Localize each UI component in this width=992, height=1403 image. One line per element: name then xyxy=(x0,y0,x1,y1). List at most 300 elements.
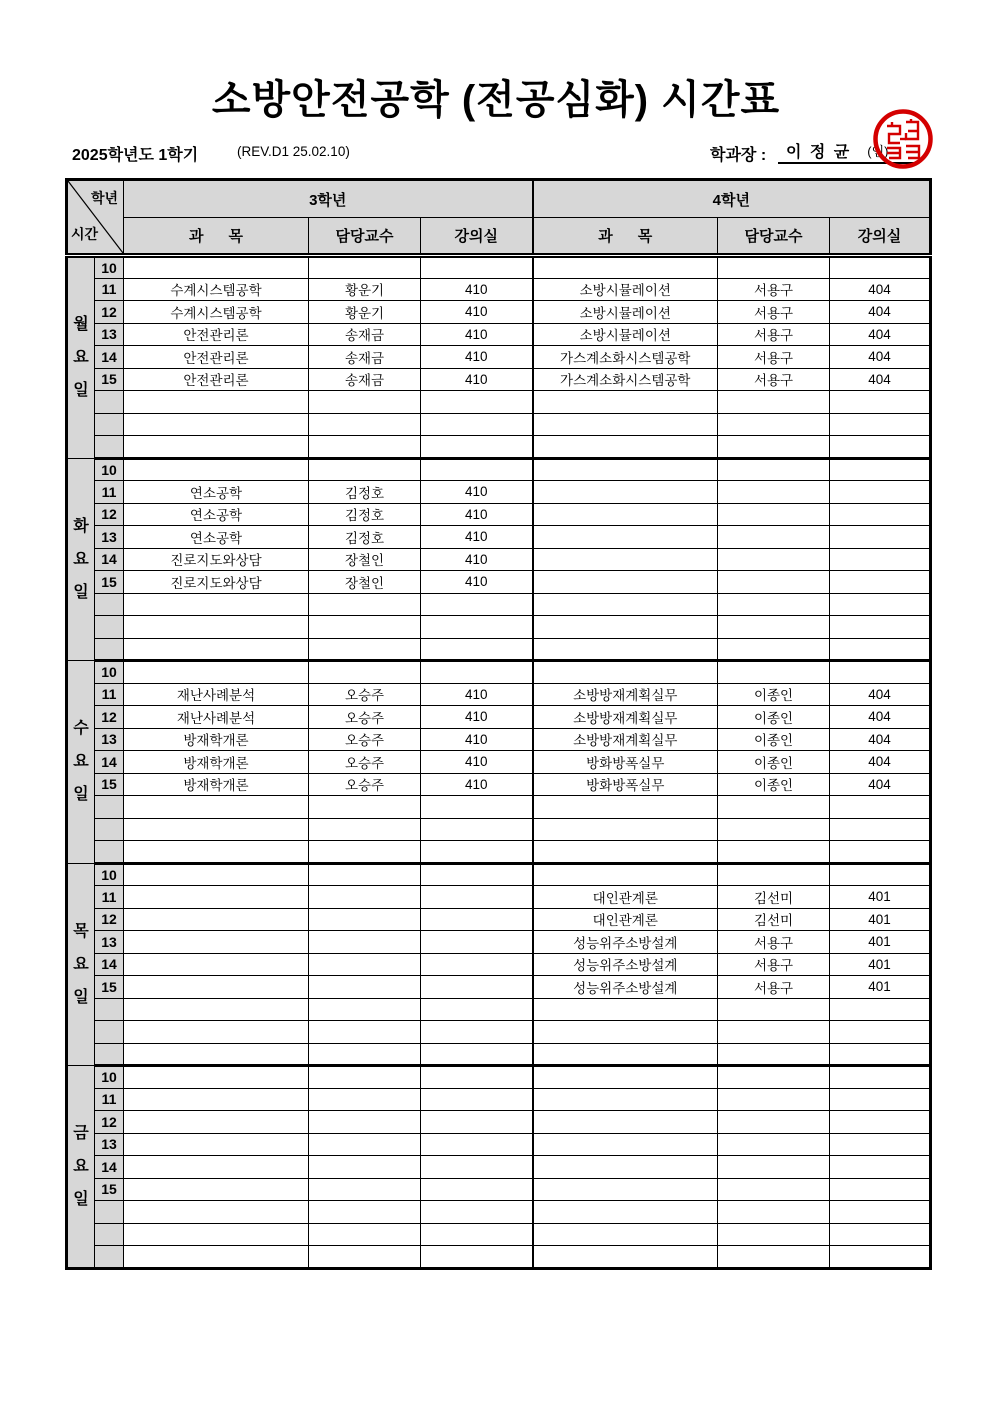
subject-cell xyxy=(533,503,718,526)
professor-cell: 서용구 xyxy=(718,931,830,954)
professor-cell: 서용구 xyxy=(718,976,830,999)
professor-cell xyxy=(309,1111,421,1134)
professor-cell xyxy=(309,1178,421,1201)
subject-cell: 소방시뮬레이션 xyxy=(533,278,718,301)
timetable-row xyxy=(67,706,931,729)
time-cell: 14 xyxy=(95,953,124,976)
professor-cell xyxy=(309,1246,421,1269)
room-cell: 404 xyxy=(830,773,931,796)
room-cell xyxy=(830,1178,931,1201)
professor-cell: 김선미 xyxy=(718,886,830,909)
room-cell xyxy=(830,413,931,436)
revision-label: (REV.D1 25.02.10) xyxy=(237,144,350,159)
time-cell: 14 xyxy=(95,1156,124,1179)
room-cell xyxy=(421,1223,533,1246)
professor-cell xyxy=(309,1088,421,1111)
subject-cell xyxy=(533,1133,718,1156)
professor-cell xyxy=(718,548,830,571)
timetable-row xyxy=(67,773,931,796)
subject-cell xyxy=(533,661,718,684)
professor-cell: 이종인 xyxy=(718,683,830,706)
subject-cell: 성능위주소방설계 xyxy=(533,931,718,954)
professor-cell xyxy=(309,391,421,414)
professor-cell: 오승주 xyxy=(309,751,421,774)
col-header-room-g4: 강의실 xyxy=(830,218,931,256)
professor-cell: 오승주 xyxy=(309,728,421,751)
subject-cell xyxy=(533,256,718,279)
room-cell xyxy=(421,998,533,1021)
subject-cell: 진로지도와상담 xyxy=(124,571,309,594)
day-label: 화 요 일 xyxy=(67,458,95,661)
professor-cell xyxy=(718,593,830,616)
room-cell xyxy=(421,1043,533,1066)
col-header-subject-g4: 과 목 xyxy=(533,218,718,256)
timetable-row xyxy=(67,931,931,954)
room-cell: 404 xyxy=(830,368,931,391)
room-cell: 404 xyxy=(830,278,931,301)
subject-cell: 가스계소화시스템공학 xyxy=(533,346,718,369)
room-cell xyxy=(830,616,931,639)
room-cell: 410 xyxy=(421,683,533,706)
professor-cell xyxy=(309,1133,421,1156)
day-label: 월 요 일 xyxy=(67,256,95,459)
dept-head-name: 이 정 균 xyxy=(786,143,852,161)
timetable-row xyxy=(67,458,931,481)
timetable-row xyxy=(67,1223,931,1246)
subject-cell: 수계시스템공학 xyxy=(124,278,309,301)
professor-cell xyxy=(718,1246,830,1269)
room-cell: 410 xyxy=(421,728,533,751)
room-cell xyxy=(830,526,931,549)
subject-cell xyxy=(124,256,309,279)
time-cell xyxy=(95,593,124,616)
professor-cell xyxy=(718,436,830,459)
room-cell: 401 xyxy=(830,931,931,954)
room-cell xyxy=(421,863,533,886)
subject-cell xyxy=(124,998,309,1021)
subject-cell xyxy=(124,1066,309,1089)
room-cell: 410 xyxy=(421,481,533,504)
day-section xyxy=(67,661,931,864)
subject-cell: 소방방재계획실무 xyxy=(533,683,718,706)
subject-cell xyxy=(533,863,718,886)
professor-cell xyxy=(309,1201,421,1224)
timetable-row xyxy=(67,368,931,391)
room-cell xyxy=(830,818,931,841)
subject-cell: 소방방재계획실무 xyxy=(533,706,718,729)
room-cell xyxy=(421,1246,533,1269)
room-cell xyxy=(421,458,533,481)
timetable-row xyxy=(67,548,931,571)
room-cell xyxy=(830,1156,931,1179)
day-section xyxy=(67,1066,931,1269)
room-cell: 410 xyxy=(421,526,533,549)
timetable-row xyxy=(67,256,931,279)
professor-cell xyxy=(718,571,830,594)
professor-cell xyxy=(718,841,830,864)
time-cell: 14 xyxy=(95,346,124,369)
room-cell xyxy=(421,256,533,279)
professor-cell: 서용구 xyxy=(718,346,830,369)
professor-cell xyxy=(718,1088,830,1111)
professor-cell: 송재금 xyxy=(309,323,421,346)
time-cell: 10 xyxy=(95,863,124,886)
day-section xyxy=(67,256,931,459)
timetable-row xyxy=(67,593,931,616)
time-cell: 11 xyxy=(95,1088,124,1111)
time-cell xyxy=(95,1043,124,1066)
subject-cell xyxy=(124,863,309,886)
room-cell xyxy=(830,638,931,661)
professor-cell xyxy=(718,998,830,1021)
professor-cell xyxy=(718,796,830,819)
subject-cell xyxy=(124,391,309,414)
timetable-row xyxy=(67,751,931,774)
subject-cell xyxy=(124,1088,309,1111)
subject-cell: 방재학개론 xyxy=(124,773,309,796)
time-cell: 11 xyxy=(95,886,124,909)
professor-cell xyxy=(309,908,421,931)
room-cell xyxy=(421,593,533,616)
day-label: 목 요 일 xyxy=(67,863,95,1066)
professor-cell xyxy=(718,863,830,886)
professor-cell: 이종인 xyxy=(718,706,830,729)
subject-cell: 연소공학 xyxy=(124,503,309,526)
room-cell: 410 xyxy=(421,503,533,526)
professor-cell xyxy=(718,1133,830,1156)
room-cell: 410 xyxy=(421,278,533,301)
subject-cell xyxy=(124,818,309,841)
time-cell: 15 xyxy=(95,571,124,594)
subject-cell: 연소공학 xyxy=(124,481,309,504)
timetable-row xyxy=(67,616,931,639)
professor-cell xyxy=(309,953,421,976)
subject-cell xyxy=(124,976,309,999)
subject-cell: 안전관리론 xyxy=(124,368,309,391)
time-cell xyxy=(95,1201,124,1224)
room-cell xyxy=(421,1021,533,1044)
room-cell xyxy=(421,661,533,684)
professor-cell: 오승주 xyxy=(309,773,421,796)
seal-note-text: (인) xyxy=(867,143,889,159)
professor-cell xyxy=(718,526,830,549)
professor-cell: 서용구 xyxy=(718,323,830,346)
subject-cell xyxy=(124,796,309,819)
subject-cell: 안전관리론 xyxy=(124,346,309,369)
subject-cell: 방화방폭실무 xyxy=(533,751,718,774)
timetable-row xyxy=(67,976,931,999)
professor-cell xyxy=(309,976,421,999)
subject-cell: 방화방폭실무 xyxy=(533,773,718,796)
professor-cell xyxy=(718,1156,830,1179)
timetable-row xyxy=(67,481,931,504)
room-cell xyxy=(421,976,533,999)
room-cell xyxy=(830,1201,931,1224)
room-cell xyxy=(421,841,533,864)
room-cell xyxy=(830,1111,931,1134)
room-cell xyxy=(421,1156,533,1179)
col-header-professor-g4: 담당교수 xyxy=(718,218,830,256)
room-cell: 401 xyxy=(830,908,931,931)
room-cell: 404 xyxy=(830,346,931,369)
timetable-row xyxy=(67,908,931,931)
professor-cell xyxy=(718,818,830,841)
subject-cell xyxy=(124,458,309,481)
timetable-row xyxy=(67,1156,931,1179)
room-cell xyxy=(421,818,533,841)
professor-cell xyxy=(309,436,421,459)
professor-cell: 송재금 xyxy=(309,346,421,369)
subject-cell: 수계시스템공학 xyxy=(124,301,309,324)
room-cell: 404 xyxy=(830,706,931,729)
time-cell: 15 xyxy=(95,368,124,391)
room-cell: 404 xyxy=(830,301,931,324)
room-cell xyxy=(421,796,533,819)
room-cell xyxy=(421,1111,533,1134)
timetable-row xyxy=(67,301,931,324)
room-cell: 410 xyxy=(421,301,533,324)
professor-cell: 장철인 xyxy=(309,548,421,571)
room-cell xyxy=(830,1043,931,1066)
subject-cell xyxy=(533,616,718,639)
day-section xyxy=(67,863,931,1066)
room-cell xyxy=(830,998,931,1021)
room-cell: 404 xyxy=(830,728,931,751)
subject-cell xyxy=(124,1043,309,1066)
subject-cell xyxy=(533,481,718,504)
professor-cell xyxy=(718,413,830,436)
subject-cell xyxy=(124,1111,309,1134)
room-cell: 404 xyxy=(830,683,931,706)
room-cell xyxy=(421,638,533,661)
room-cell: 404 xyxy=(830,323,931,346)
time-cell: 13 xyxy=(95,323,124,346)
subject-cell: 소방방재계획실무 xyxy=(533,728,718,751)
professor-cell: 서용구 xyxy=(718,278,830,301)
professor-cell xyxy=(309,458,421,481)
professor-cell: 장철인 xyxy=(309,571,421,594)
room-cell xyxy=(421,1088,533,1111)
subject-cell: 재난사례분석 xyxy=(124,683,309,706)
timetable-row xyxy=(67,661,931,684)
professor-cell xyxy=(309,931,421,954)
professor-cell: 서용구 xyxy=(718,301,830,324)
professor-cell: 김정호 xyxy=(309,503,421,526)
corner-label-grade: 학년 xyxy=(90,190,118,206)
room-cell xyxy=(830,1021,931,1044)
room-cell xyxy=(830,503,931,526)
timetable-row xyxy=(67,683,931,706)
subject-cell xyxy=(533,796,718,819)
subject-cell xyxy=(124,616,309,639)
subject-cell: 가스계소화시스템공학 xyxy=(533,368,718,391)
room-cell xyxy=(421,413,533,436)
time-cell: 11 xyxy=(95,278,124,301)
grade-4-header: 4학년 xyxy=(533,180,931,218)
subject-cell xyxy=(124,413,309,436)
timetable-row xyxy=(67,1133,931,1156)
room-cell xyxy=(830,841,931,864)
subject-cell xyxy=(124,1133,309,1156)
professor-cell: 오승주 xyxy=(309,683,421,706)
room-cell: 410 xyxy=(421,323,533,346)
timetable-row xyxy=(67,1111,931,1134)
timetable-row xyxy=(67,278,931,301)
timetable-row xyxy=(67,1201,931,1224)
time-cell xyxy=(95,436,124,459)
professor-cell: 황운기 xyxy=(309,301,421,324)
professor-cell: 김선미 xyxy=(718,908,830,931)
room-cell xyxy=(830,391,931,414)
timetable-row xyxy=(67,413,931,436)
subject-cell xyxy=(533,998,718,1021)
room-cell xyxy=(830,256,931,279)
professor-cell: 이종인 xyxy=(718,751,830,774)
timetable-row xyxy=(67,863,931,886)
subject-cell: 진로지도와상담 xyxy=(124,548,309,571)
subject-cell: 소방시뮬레이션 xyxy=(533,301,718,324)
timetable xyxy=(65,178,932,1270)
time-cell xyxy=(95,1021,124,1044)
subject-cell xyxy=(533,391,718,414)
professor-cell xyxy=(309,818,421,841)
professor-cell xyxy=(309,1066,421,1089)
professor-cell xyxy=(309,863,421,886)
timetable-row xyxy=(67,841,931,864)
time-cell: 14 xyxy=(95,751,124,774)
professor-cell xyxy=(309,1021,421,1044)
time-cell xyxy=(95,818,124,841)
subject-cell xyxy=(533,841,718,864)
professor-cell xyxy=(309,998,421,1021)
subject-cell xyxy=(533,1043,718,1066)
time-cell: 13 xyxy=(95,1133,124,1156)
room-cell xyxy=(830,593,931,616)
day-label: 금 요 일 xyxy=(67,1066,95,1269)
time-cell: 11 xyxy=(95,481,124,504)
room-cell xyxy=(830,863,931,886)
professor-cell xyxy=(718,616,830,639)
timetable-header xyxy=(67,180,931,256)
time-cell: 12 xyxy=(95,301,124,324)
professor-cell: 김정호 xyxy=(309,481,421,504)
timetable-row xyxy=(67,998,931,1021)
subject-cell xyxy=(533,1201,718,1224)
time-cell xyxy=(95,1223,124,1246)
subject-cell xyxy=(124,1021,309,1044)
subject-cell: 재난사례분석 xyxy=(124,706,309,729)
subject-cell xyxy=(533,458,718,481)
timetable-row xyxy=(67,886,931,909)
professor-cell xyxy=(718,1111,830,1134)
time-cell: 15 xyxy=(95,773,124,796)
subject-cell: 소방시뮬레이션 xyxy=(533,323,718,346)
time-cell xyxy=(95,1246,124,1269)
timetable-row xyxy=(67,638,931,661)
room-cell xyxy=(830,1223,931,1246)
room-cell xyxy=(421,886,533,909)
timetable-row xyxy=(67,323,931,346)
room-cell xyxy=(830,548,931,571)
room-cell xyxy=(830,661,931,684)
time-cell: 10 xyxy=(95,1066,124,1089)
time-cell: 11 xyxy=(95,683,124,706)
timetable-row xyxy=(67,818,931,841)
col-header-professor-g3: 담당교수 xyxy=(309,218,421,256)
room-cell xyxy=(830,481,931,504)
professor-cell xyxy=(309,886,421,909)
subject-cell xyxy=(124,638,309,661)
col-header-room-g3: 강의실 xyxy=(421,218,533,256)
subject-cell: 대인관계론 xyxy=(533,908,718,931)
professor-cell: 오승주 xyxy=(309,706,421,729)
room-cell xyxy=(421,953,533,976)
professor-cell: 이종인 xyxy=(718,728,830,751)
timetable-row xyxy=(67,346,931,369)
professor-cell xyxy=(309,841,421,864)
subject-cell xyxy=(533,436,718,459)
subject-cell: 대인관계론 xyxy=(533,886,718,909)
subject-cell xyxy=(124,931,309,954)
room-cell: 401 xyxy=(830,886,931,909)
time-cell: 12 xyxy=(95,503,124,526)
time-cell xyxy=(95,796,124,819)
room-cell: 404 xyxy=(830,751,931,774)
professor-cell xyxy=(309,1223,421,1246)
room-cell: 410 xyxy=(421,346,533,369)
subject-cell xyxy=(533,1066,718,1089)
professor-cell xyxy=(309,661,421,684)
room-cell xyxy=(421,931,533,954)
timetable-row xyxy=(67,796,931,819)
timetable-row xyxy=(67,391,931,414)
professor-cell xyxy=(718,661,830,684)
time-cell: 13 xyxy=(95,526,124,549)
professor-cell: 서용구 xyxy=(718,368,830,391)
time-cell: 10 xyxy=(95,256,124,279)
professor-cell xyxy=(718,1043,830,1066)
room-cell: 401 xyxy=(830,976,931,999)
timetable-row xyxy=(67,1021,931,1044)
col-header-subject-g3: 과 목 xyxy=(124,218,309,256)
time-cell: 14 xyxy=(95,548,124,571)
day-section xyxy=(67,458,931,661)
room-cell: 410 xyxy=(421,773,533,796)
day-label: 수 요 일 xyxy=(67,661,95,864)
subject-cell xyxy=(124,1246,309,1269)
timetable-row xyxy=(67,436,931,459)
grade-3-header: 3학년 xyxy=(124,180,533,218)
subject-cell xyxy=(124,593,309,616)
subject-cell: 성능위주소방설계 xyxy=(533,953,718,976)
professor-cell xyxy=(309,593,421,616)
timetable-row xyxy=(67,571,931,594)
time-cell: 13 xyxy=(95,728,124,751)
room-cell xyxy=(830,571,931,594)
professor-cell xyxy=(309,1043,421,1066)
professor-cell: 이종인 xyxy=(718,773,830,796)
dept-head-seal-stamp xyxy=(871,106,935,172)
professor-cell xyxy=(718,1066,830,1089)
professor-cell xyxy=(309,796,421,819)
subject-cell: 안전관리론 xyxy=(124,323,309,346)
professor-cell xyxy=(718,391,830,414)
professor-cell xyxy=(718,638,830,661)
time-cell xyxy=(95,998,124,1021)
time-cell: 15 xyxy=(95,976,124,999)
professor-cell xyxy=(309,413,421,436)
room-cell: 410 xyxy=(421,706,533,729)
